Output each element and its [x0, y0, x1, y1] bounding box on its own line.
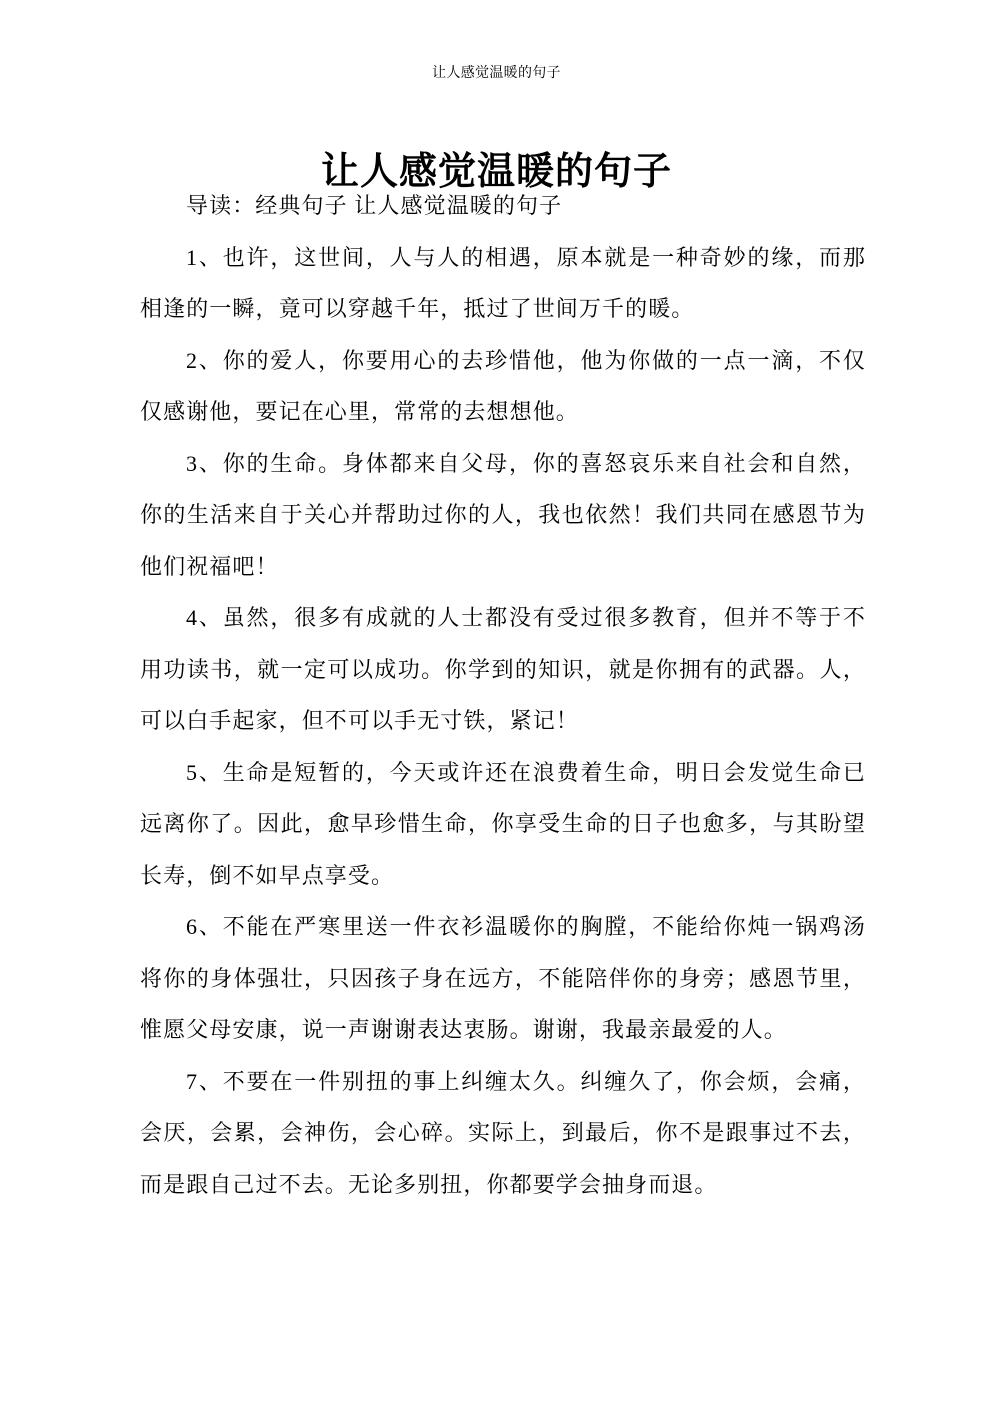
body-paragraph-4: 4、虽然，很多有成就的人士都没有受过很多教育，但并不等于不用功读书，就一定可以成功。你学到的知识，就是你拥有的武器。人，可以白手起家，但不可以手无寸铁，紧记！	[140, 605, 866, 733]
running-header: 让人感觉温暖的句子	[432, 65, 561, 81]
body-paragraph-3: 3、你的生命。身体都来自父母，你的喜怒哀乐来自社会和自然，你的生活来自于关心并帮助过你的人，我也依然！我们共同在感恩节为他们祝福吧！	[140, 450, 866, 579]
lead-paragraph: 导读：经典句子 让人感觉温暖的句子	[186, 193, 563, 218]
body-paragraph-6: 6、不能在严寒里送一件衣衫温暖你的胸膛，不能给你炖一锅鸡汤将你的身体强壮，只因孩子身在远方，不能陪伴你的身旁；感恩节里，惟愿父母安康，说一声谢谢表达衷肠。谢谢，我最亲最爱的人。	[140, 914, 866, 1042]
body-paragraph-5: 5、生命是短暂的，今天或许还在浪费着生命，明日会发觉生命已远离你了。因此，愈早珍惜生命，你享受生命的日子也愈多，与其盼望长寿，倒不如早点享受。	[140, 759, 866, 888]
body-paragraph-7: 7、不要在一件别扭的事上纠缠太久。纠缠久了，你会烦，会痛，会厌，会累，会神伤，会心碎。实际上，到最后，你不是跟事过不去，而是跟自己过不去。无论多别扭，你都要学会抽身而退。	[140, 1068, 866, 1197]
page-title: 让人感觉温暖的句子	[320, 151, 672, 194]
document-body	[140, 180, 866, 1210]
body-paragraph-1: 1、也许，这世间，人与人的相遇，原本就是一种奇妙的缘，而那相逢的一瞬，竟可以穿越千年，抵过了世间万千的暖。	[140, 244, 866, 321]
body-paragraph-2: 2、你的爱人，你要用心的去珍惜他，他为你做的一点一滴，不仅仅感谢他，要记在心里，常常的去想想他。	[140, 347, 866, 424]
